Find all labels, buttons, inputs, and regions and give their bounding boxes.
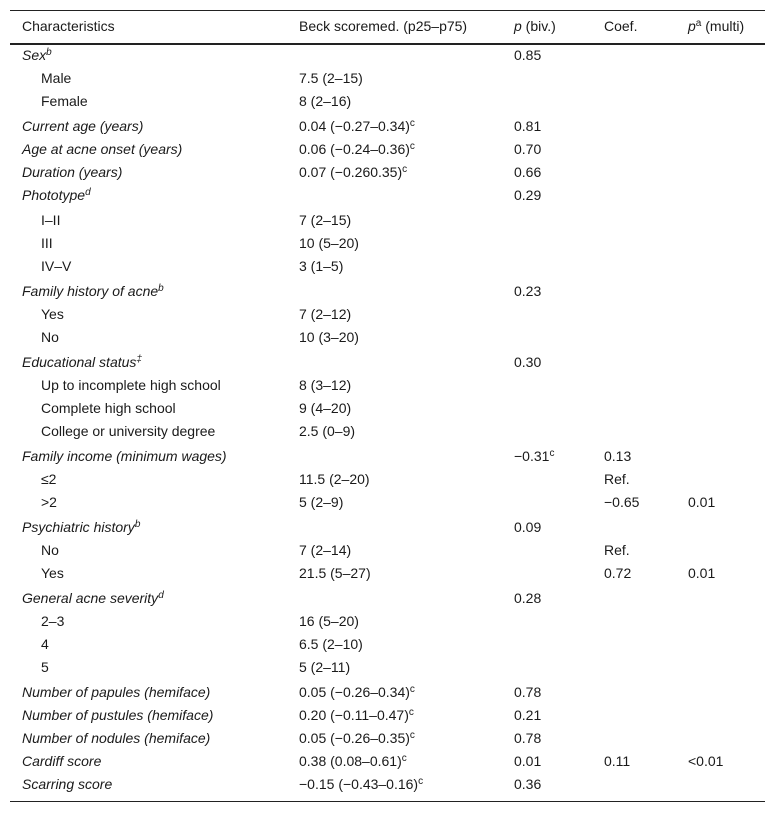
table-row [10,562,765,585]
coef-cell: −0.65 [604,494,640,510]
row-label: ≤2 [41,471,57,487]
row-label: Number of nodules (hemiface) [22,730,211,746]
row-label: Complete high school [41,400,176,416]
beck-score-cell: 2.5 (0–9) [299,423,356,439]
p-bivariate-cell: 0.36 [514,776,542,792]
row-label: Cardiff score [22,753,102,769]
beck-score-cell: 5 (2–9) [299,494,344,510]
table-header-row [10,15,765,38]
table-row [10,374,765,397]
table-row [10,255,765,278]
beck-score-cell: 5 (2–11) [299,659,351,675]
row-label: Sex$^b$ [22,47,52,63]
coef-cell: 0.11 [604,753,631,769]
coef-cell: Ref. [604,471,630,487]
row-label: Up to incomplete high school [41,377,221,393]
table-row [10,468,765,491]
p-bivariate-cell: 0.23 [514,283,542,299]
beck-score-cell: 0.07 $(-0.260.35)^c$ [299,164,408,180]
table-row [10,750,765,773]
table-row [10,656,765,679]
table-row [10,633,765,656]
p-multivariate-cell: 0.01 [688,494,716,510]
table-row [10,303,765,326]
header-coef: Coef. [604,18,638,34]
table-row [10,491,765,514]
beck-score-cell: 6.5 (2–10) [299,636,363,652]
beck-score-cell: 16 (5–20) [299,613,359,629]
row-label: Duration (years) [22,164,123,180]
beck-score-cell: 7 (2–14) [299,542,352,558]
row-label: Male [41,70,72,86]
table-row [10,539,765,562]
table-row [10,351,765,374]
row-label: Phototype$^d$ [22,187,91,203]
row-label: Number of papules (hemiface) [22,684,211,700]
beck-score-cell: 8 (3–12) [299,377,352,393]
p-bivariate-cell: 0.01 [514,753,542,769]
row-label: Psychiatric history$^b$ [22,519,141,535]
table-row [10,681,765,704]
header-p-bivariate: p (biv.) [514,18,556,34]
p-bivariate-cell: 0.30 [514,354,542,370]
table-row [10,115,765,138]
beck-score-cell: 0.38 $(0.08-0.61)^c$ [299,753,407,769]
row-label: No [41,329,59,345]
row-label: No [41,542,59,558]
table-row [10,90,765,113]
row-label: Yes [41,306,64,322]
beck-score-cell: 0.05 $(-0.26-0.34)^c$ [299,684,415,700]
beck-score-cell: 7 (2–15) [299,212,352,228]
coef-cell: 0.13 [604,448,632,464]
p-bivariate-cell: 0.28 [514,590,542,606]
table-row [10,161,765,184]
row-label: 5 [41,659,49,675]
row-label: College or university degree [41,423,216,439]
table-row [10,587,765,610]
beck-score-cell: 10 (3–20) [299,329,359,345]
row-label: 4 [41,636,49,652]
header-beck-score: Beck scoremed. (p25–p75) [299,18,468,34]
p-bivariate-cell: 0.85 [514,47,542,63]
p-bivariate-cell: 0.78 [514,684,542,700]
row-label: Family income (minimum wages) [22,448,227,464]
beck-score-cell: 0.05 $(-0.26-0.35)^c$ [299,730,415,746]
beck-score-cell: 0.06 $(-0.24-0.36)^c$ [299,141,415,157]
coef-cell: 0.72 [604,565,632,581]
table-row [10,397,765,420]
beck-score-cell: 3 (1–5) [299,258,344,274]
row-label: Yes [41,565,64,581]
table-row [10,209,765,232]
row-label: Current age (years) [22,118,144,134]
table-row [10,610,765,633]
table-row [10,727,765,750]
table-row [10,704,765,727]
table-row [10,67,765,90]
coef-cell: Ref. [604,542,630,558]
beck-score-cell: 21.5 (5–27) [299,565,371,581]
table-row [10,138,765,161]
table-bottom-rule [10,801,765,802]
beck-score-cell: 9 (4–20) [299,400,352,416]
table-row [10,516,765,539]
beck-score-cell: 11.5 (2–20) [299,471,370,487]
row-label: Number of pustules (hemiface) [22,707,214,723]
row-label: I–II [41,212,61,228]
row-label: >2 [41,494,57,510]
row-label: Female [41,93,88,109]
p-bivariate-cell: 0.66 [514,164,542,180]
table-row [10,280,765,303]
table-row [10,773,765,796]
beck-score-cell: 8 (2–16) [299,93,352,109]
row-label: IV–V [41,258,72,274]
table-top-rule [10,10,765,11]
table-row [10,445,765,468]
header-p-multivariate: $p^a$ (multi) [688,18,745,34]
beck-score-cell: 7.5 (2–15) [299,70,363,86]
table-row [10,44,765,67]
p-bivariate-cell: 0.09 [514,519,542,535]
beck-score-cell: 10 (5–20) [299,235,359,251]
row-label: Scarring score [22,776,113,792]
p-bivariate-cell: 0.21 [514,707,542,723]
table-row [10,420,765,443]
row-label: Educational status‡ [22,354,142,370]
beck-score-cell: 0.04 $(-0.27-0.34)^c$ [299,118,415,134]
p-bivariate-cell: −0.31$^c$ [514,448,555,464]
p-bivariate-cell: 0.81 [514,118,542,134]
table-row [10,184,765,207]
row-label: 2–3 [41,613,65,629]
beck-score-cell: 7 (2–12) [299,306,352,322]
row-label: Family history of acne$^b$ [22,283,164,299]
p-bivariate-cell: 0.78 [514,730,542,746]
row-label: III [41,235,53,251]
table-row [10,326,765,349]
table-row [10,232,765,255]
beck-score-cell: 0.20 $(-0.11-0.47)^c$ [299,707,414,723]
row-label: Age at acne onset (years) [22,141,183,157]
p-bivariate-cell: 0.70 [514,141,542,157]
p-multivariate-cell: 0.01 [688,565,716,581]
beck-score-cell: −0.15 $(-0.43-0.16)^c$ [299,776,424,792]
header-characteristics: Characteristics [22,18,115,34]
row-label: General acne severity$^d$ [22,590,164,606]
p-multivariate-cell: <0.01 [688,753,724,769]
p-bivariate-cell: 0.29 [514,187,542,203]
